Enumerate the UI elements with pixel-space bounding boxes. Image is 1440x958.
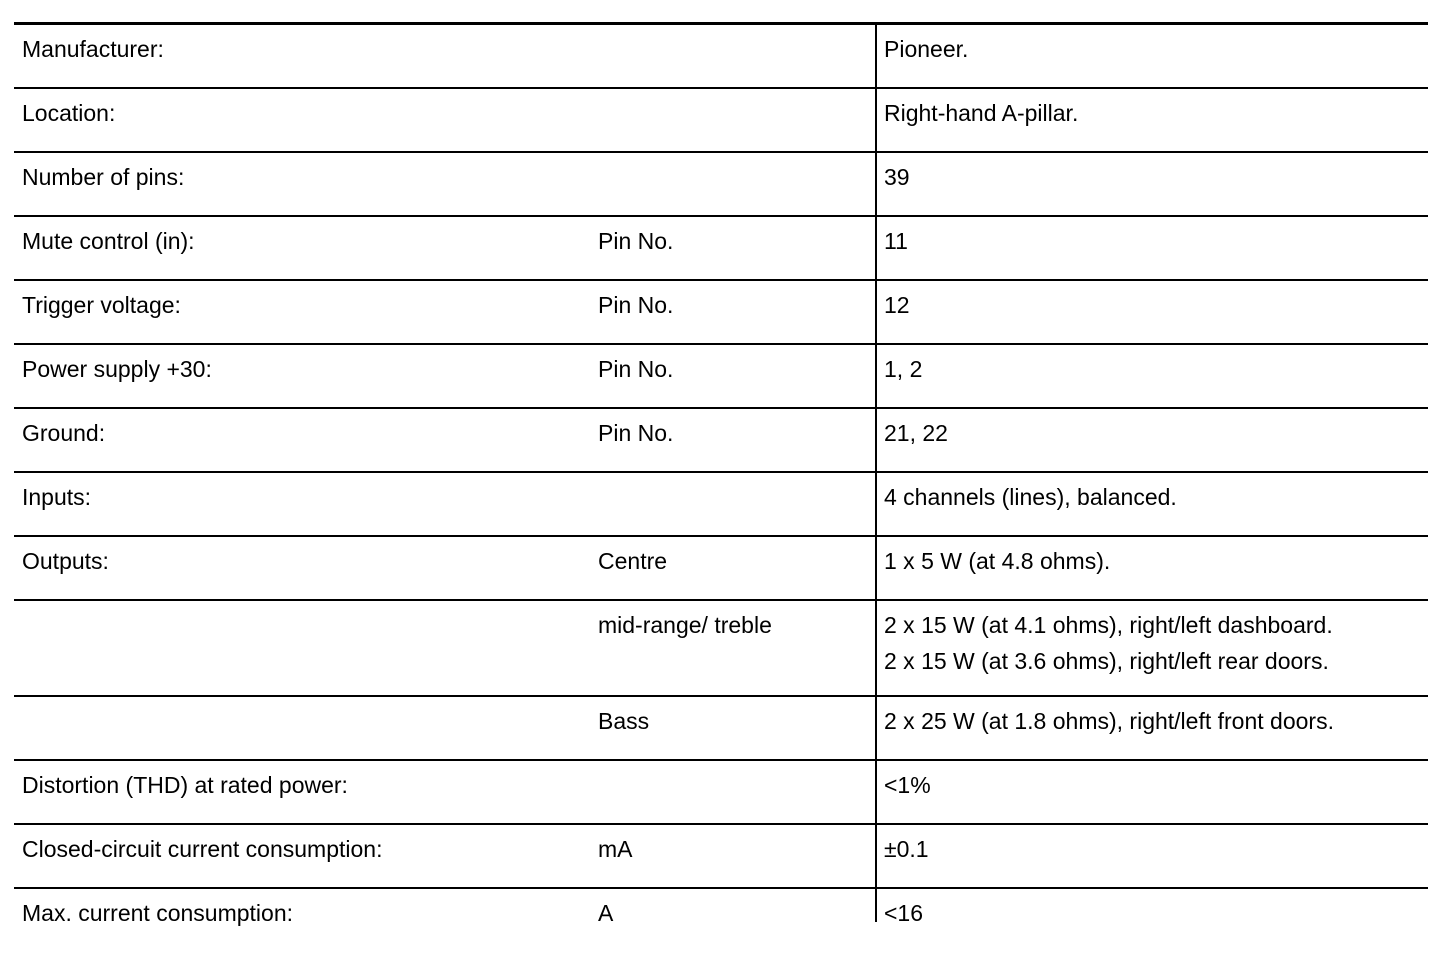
table-row-manufacturer [14, 25, 1428, 89]
row-label: Outputs: [22, 548, 109, 574]
row-unit: Pin No. [598, 292, 674, 318]
row-unit: A [598, 900, 614, 926]
row-unit: mid-range/ treble [598, 612, 772, 638]
row-unit: Bass [598, 708, 650, 734]
table-row-max-current [14, 889, 1428, 925]
table-row-outputs-mid-treble [14, 601, 1428, 697]
row-value: 1, 2 [884, 356, 923, 382]
row-value: 12 [884, 292, 910, 318]
table-row-ground [14, 409, 1428, 473]
table-row-inputs [14, 473, 1428, 537]
row-label: Closed-circuit current consumption: [22, 836, 383, 862]
table-row-location [14, 89, 1428, 153]
row-label: Trigger voltage: [22, 292, 181, 318]
row-unit: Centre [598, 548, 668, 574]
row-value: 2 x 25 W (at 1.8 ohms), right/left front doors. [884, 708, 1334, 734]
row-value: 11 [884, 228, 908, 254]
row-label: Ground: [22, 420, 106, 446]
row-label: Inputs: [22, 484, 92, 510]
row-unit: Pin No. [598, 356, 674, 382]
row-label: Number of pins: [22, 164, 185, 190]
row-value: 1 x 5 W (at 4.8 ohms). [884, 548, 1111, 574]
row-value: <1% [884, 772, 931, 798]
row-label: Manufacturer: [22, 36, 164, 62]
row-value: Right-hand A-pillar. [884, 100, 1079, 126]
table-row-power-supply [14, 345, 1428, 409]
row-value: 4 channels (lines), balanced. [884, 484, 1177, 510]
row-value: ±0.1 [884, 836, 929, 862]
row-label: Power supply +30: [22, 356, 212, 382]
row-unit: Pin No. [598, 228, 674, 254]
row-label: Max. current consumption: [22, 900, 294, 926]
table-row-distortion [14, 761, 1428, 825]
row-value: Pioneer. [884, 36, 969, 62]
row-value [884, 601, 1333, 679]
row-label: Location: [22, 100, 116, 126]
row-label: Distortion (THD) at rated power: [22, 772, 348, 798]
table-row-number-of-pins [14, 153, 1428, 217]
column-divider [875, 22, 877, 922]
spec-table [14, 22, 1428, 925]
row-value-line-1: 2 x 15 W (at 4.1 ohms), right/left dashboard. [884, 612, 1333, 638]
row-unit: Pin No. [598, 420, 674, 446]
row-label: Mute control (in): [22, 228, 195, 254]
table-row-outputs-bass [14, 697, 1428, 761]
row-value: <16 [884, 900, 924, 926]
row-unit: mA [598, 836, 633, 862]
table-row-closed-circuit-current [14, 825, 1428, 889]
table-row-mute-control [14, 217, 1428, 281]
table-row-trigger-voltage [14, 281, 1428, 345]
row-value: 21, 22 [884, 420, 948, 446]
row-value: 39 [884, 164, 910, 190]
table-row-outputs-centre [14, 537, 1428, 601]
row-value-line-2: 2 x 15 W (at 3.6 ohms), right/left rear doors. [884, 648, 1329, 674]
